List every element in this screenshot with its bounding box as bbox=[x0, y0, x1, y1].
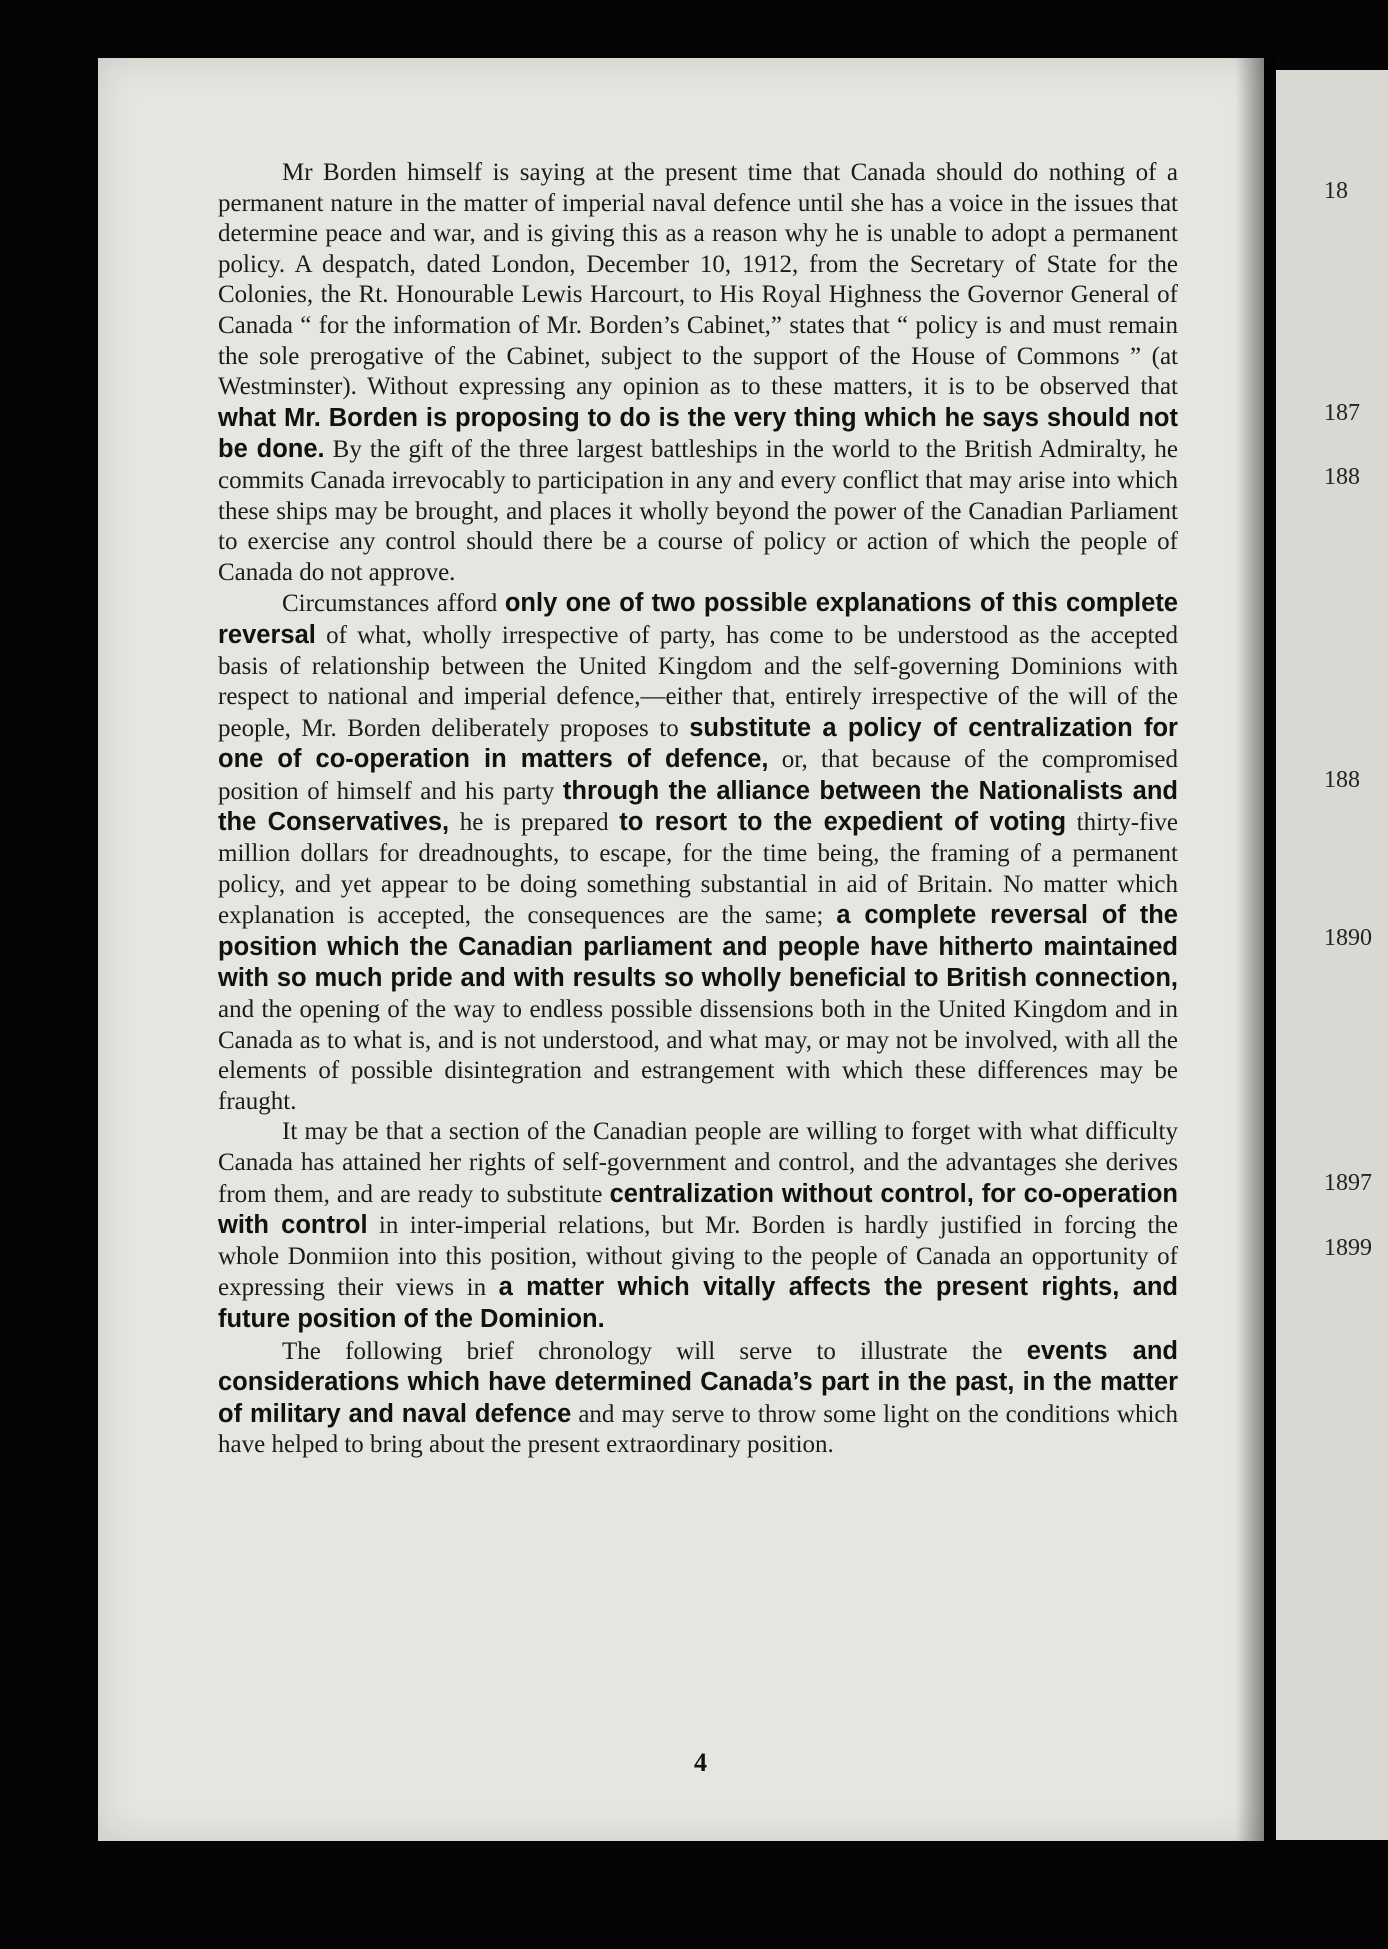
facing-page-year: 187 bbox=[1324, 400, 1360, 426]
facing-page-year: 188 bbox=[1324, 767, 1360, 793]
facing-page-year: 1897 bbox=[1324, 1170, 1372, 1196]
paragraph-text: By the gift of the three largest battleships in the world to the British Admiralty, he commits Canada irrevocably to participation in any and every conflict that may arise into which these ships may be brought, and places it wholly beyond the power of the Canadian Parliament to exercise any control should there be a course of policy or action of which the people of Canada do not approve. bbox=[218, 436, 1178, 586]
paragraph-text: The following brief chronology will serve to illustrate the bbox=[282, 1337, 1027, 1365]
emphasized-text: a matter which vitally affects the present rights, and future position of the Dominion. bbox=[218, 1273, 1179, 1333]
facing-page-year: 1899 bbox=[1324, 1235, 1372, 1261]
paragraph-text: of what, wholly irrespective of party, has come to be understood as the accepted basis of relationship between the United Kingdom and the self-governing Dominions with respect to national and imperial defence,—either that, entirely irrespective of the will of the people, Mr. Borden deliberately proposes to bbox=[218, 621, 1178, 742]
paragraph-text: and may serve to throw some light on the conditions which have helped to bring about the present extraordinary position. bbox=[218, 1400, 1178, 1459]
paragraph-text: Mr Borden himself is saying at the present time that Canada should do nothing of a permanent nature in the matter of imperial naval defence until she has a voice in the issues that determine peace and war, and is giving this as a reason why he is unable to adopt a permanent policy. A despatch, dated London, December 10, 1912, from the Secretary of State for the Colonies, the Rt. Honourable Lewis Harcourt, to His Royal Highness the Governor General of Canada “ for the information of Mr. Borden’s Cabinet,” states that “ policy is and must remain the sole prerogative of the Cabinet, subject to the support of the House of Commons ” (at Westminster). Without expressing any opinion as to these matters, it is to be observed that bbox=[218, 159, 1178, 401]
paragraph-text: thirty-five million dollars for dreadnoughts, to escape, for the time being, the framing of a permanent policy, and yet appear to be doing something substantial in aid of Britain. No matter which explanation is accepted, the consequences are the same; bbox=[218, 809, 1178, 930]
facing-page-edge bbox=[1276, 70, 1388, 1840]
facing-page-year: 188 bbox=[1324, 464, 1360, 490]
emphasized-text: a complete reversal of the position which the Canadian parliament and people have hitherto maintained with so much pride and with results so wholly beneficial to British connection, bbox=[218, 901, 1178, 993]
paragraph-text: and the opening of the way to endless possible dissensions both in the United Kingdom and in Canada as to what is, and is not understood, and what may, or may not be involved, with all the elements of possible disintegration and estrangement with which these differences may be fraught. bbox=[218, 996, 1178, 1115]
paragraph bbox=[218, 588, 1178, 1117]
paragraph bbox=[218, 1336, 1178, 1461]
emphasized-text: only one of two possible explanations of this complete reversal bbox=[218, 589, 1178, 649]
paragraph bbox=[218, 158, 1178, 588]
paragraph-text: or, that because of the compromised position of himself and his party bbox=[218, 746, 1178, 805]
page-gutter-shadow bbox=[1236, 58, 1276, 1841]
emphasized-text: substitute a policy of centralization for one of co-operation in matters of defence, bbox=[218, 713, 1178, 774]
facing-page-year: 18 bbox=[1324, 178, 1348, 204]
body-text bbox=[218, 158, 1178, 1461]
page-number: 4 bbox=[694, 1748, 707, 1777]
emphasized-text: centralization without control, for co-operation with control bbox=[218, 1179, 1179, 1240]
paragraph-text: he is prepared bbox=[449, 809, 620, 837]
emphasized-text: what Mr. Borden is proposing to do is the very thing which he says should not be done. bbox=[218, 403, 1178, 464]
paragraph bbox=[218, 1117, 1178, 1335]
emphasized-text: through the alliance between the Nationalists and the Conservatives, bbox=[218, 776, 1178, 837]
emphasized-text: events and considerations which have determined Canada’s part in the past, in the matter of military and naval defence bbox=[218, 1336, 1178, 1428]
facing-page-year: 1890 bbox=[1324, 925, 1372, 951]
paragraph-text: It may be that a section of the Canadian people are willing to forget with what difficulty Canada has attained her rights of self-government and control, and the advantages she derives from them, and are ready to substitute bbox=[218, 1118, 1178, 1208]
paragraph-text: Circumstances afford bbox=[282, 590, 505, 618]
paragraph-text: in inter-imperial relations, but Mr. Borden is hardly justified in forcing the whole Donmiion into this position, without giving to the people of Canada an opportunity of expressing their views in bbox=[218, 1212, 1179, 1302]
emphasized-text: to resort to the expedient of voting bbox=[619, 808, 1067, 837]
